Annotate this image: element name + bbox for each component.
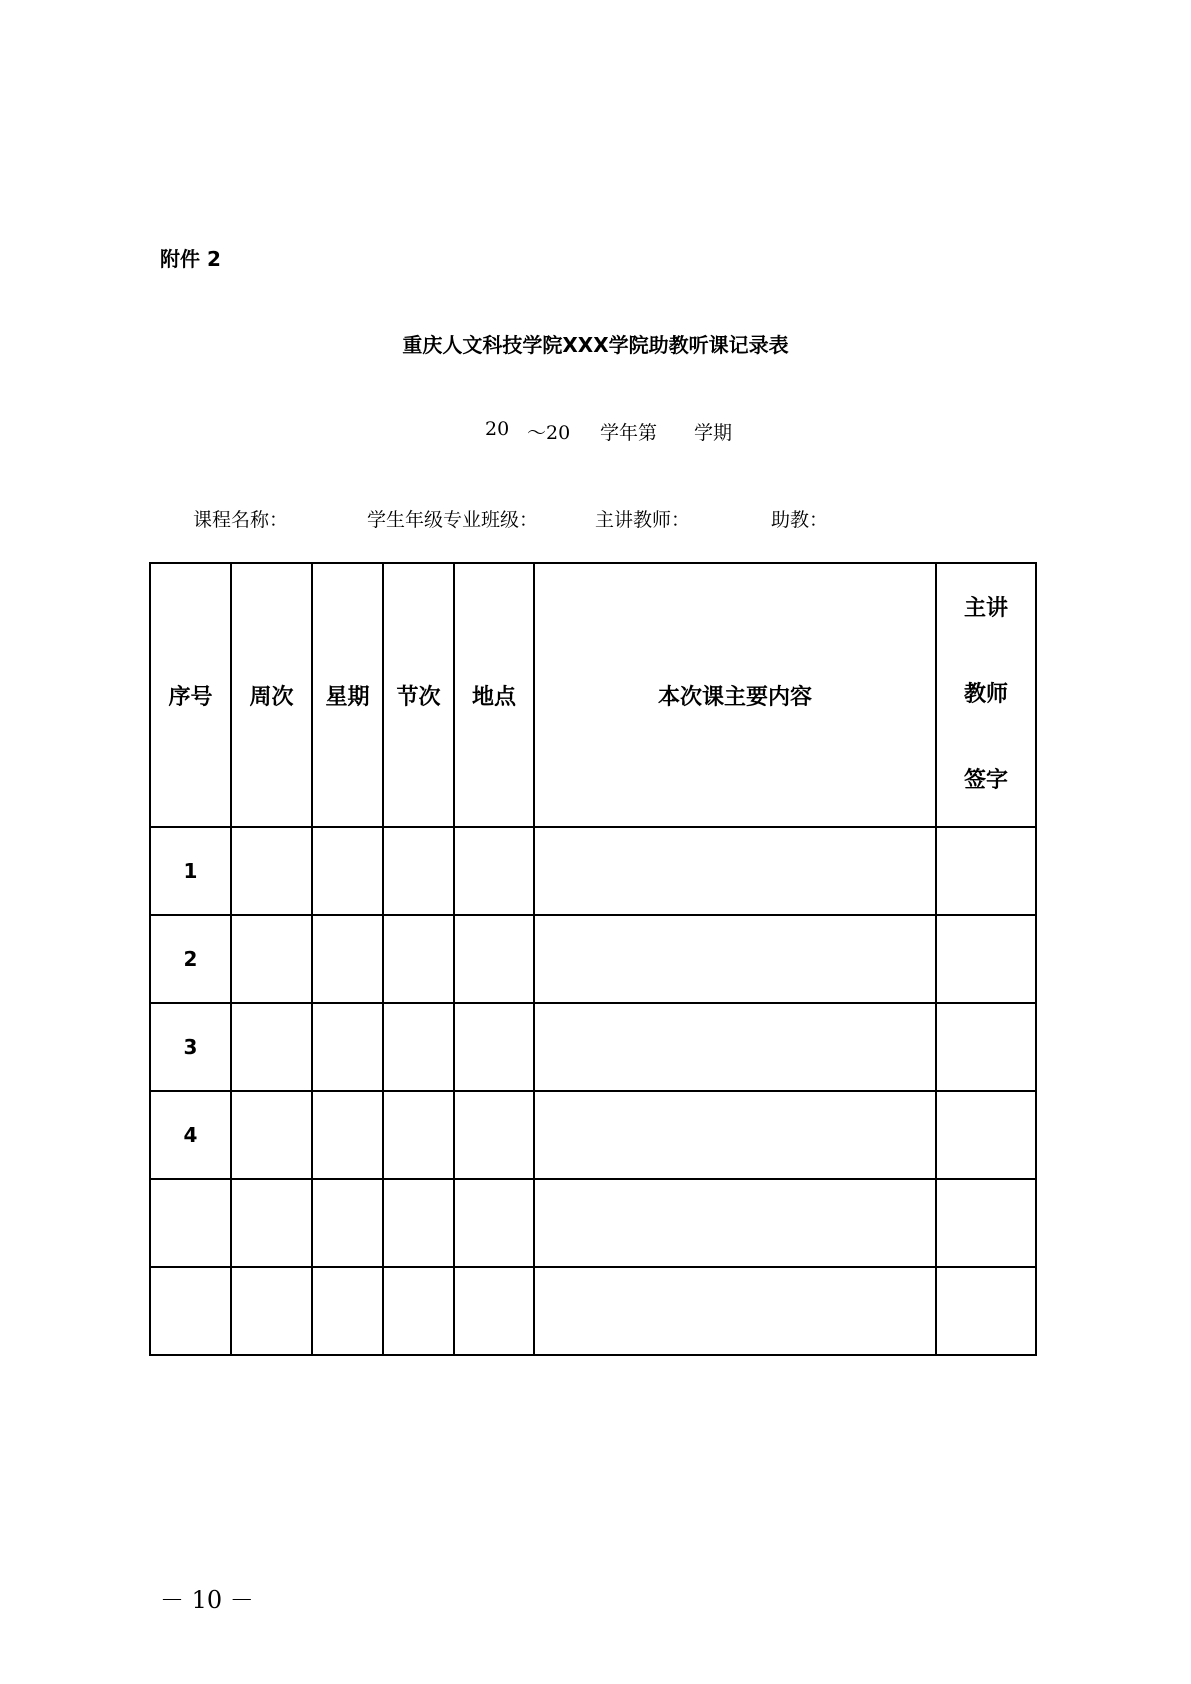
table-row [150,1003,1036,1091]
period-cell[interactable] [383,1003,454,1091]
page-number: － 10 － [160,1586,254,1614]
header-content: 本次课主要内容 [534,563,936,827]
term-year-start: 20 [485,418,510,440]
row-index [150,1179,231,1267]
row-index: 4 [150,1091,231,1179]
row-index [150,1267,231,1355]
location-cell[interactable] [454,915,534,1003]
header-signature-line: 主讲 [963,596,1008,621]
header-row [150,563,1036,827]
assistant-label: 助教： [771,509,829,531]
row-index: 3 [150,1003,231,1091]
header-index: 序号 [150,563,231,827]
week-cell[interactable] [231,915,312,1003]
signature-cell[interactable] [936,1179,1036,1267]
location-cell[interactable] [454,1091,534,1179]
weekday-cell[interactable] [312,1267,383,1355]
record-table [149,562,1037,1356]
lecturer-label: 主讲教师： [595,509,691,531]
weekday-cell[interactable] [312,915,383,1003]
header-week: 周次 [231,563,312,827]
week-cell[interactable] [231,1179,312,1267]
term-year-end: ～20 [527,422,571,444]
content-cell[interactable] [534,1091,936,1179]
location-cell[interactable] [454,1179,534,1267]
period-cell[interactable] [383,1267,454,1355]
location-cell[interactable] [454,1267,534,1355]
header-signature-line: 教师 [963,682,1008,707]
signature-cell[interactable] [936,1267,1036,1355]
week-cell[interactable] [231,1267,312,1355]
period-cell[interactable] [383,827,454,915]
week-cell[interactable] [231,1091,312,1179]
location-cell[interactable] [454,827,534,915]
term-semester-label: 学期 [694,422,733,444]
attachment-label: 附件 2 [160,247,221,271]
header-period: 节次 [383,563,454,827]
content-cell[interactable] [534,1003,936,1091]
table-row [150,915,1036,1003]
content-cell[interactable] [534,1179,936,1267]
document-title: 重庆人文科技学院XXX学院助教听课记录表 [402,333,789,357]
week-cell[interactable] [231,1003,312,1091]
period-cell[interactable] [383,1091,454,1179]
signature-cell[interactable] [936,827,1036,915]
term-academic-year-label: 学年第 [600,422,658,444]
row-index: 2 [150,915,231,1003]
table-row [150,1179,1036,1267]
content-cell[interactable] [534,827,936,915]
header-signature [936,563,1036,827]
course-name-label: 课程名称： [193,509,289,531]
weekday-cell[interactable] [312,827,383,915]
header-signature-line: 签字 [963,768,1008,793]
table-row [150,827,1036,915]
content-cell[interactable] [534,915,936,1003]
signature-cell[interactable] [936,915,1036,1003]
row-index: 1 [150,827,231,915]
signature-cell[interactable] [936,1091,1036,1179]
period-cell[interactable] [383,915,454,1003]
header-location: 地点 [454,563,534,827]
location-cell[interactable] [454,1003,534,1091]
signature-cell[interactable] [936,1003,1036,1091]
content-cell[interactable] [534,1267,936,1355]
class-label: 学生年级专业班级： [367,509,539,531]
weekday-cell[interactable] [312,1003,383,1091]
table-row [150,1267,1036,1355]
weekday-cell[interactable] [312,1179,383,1267]
header-weekday: 星期 [312,563,383,827]
period-cell[interactable] [383,1179,454,1267]
week-cell[interactable] [231,827,312,915]
table-row [150,1091,1036,1179]
weekday-cell[interactable] [312,1091,383,1179]
